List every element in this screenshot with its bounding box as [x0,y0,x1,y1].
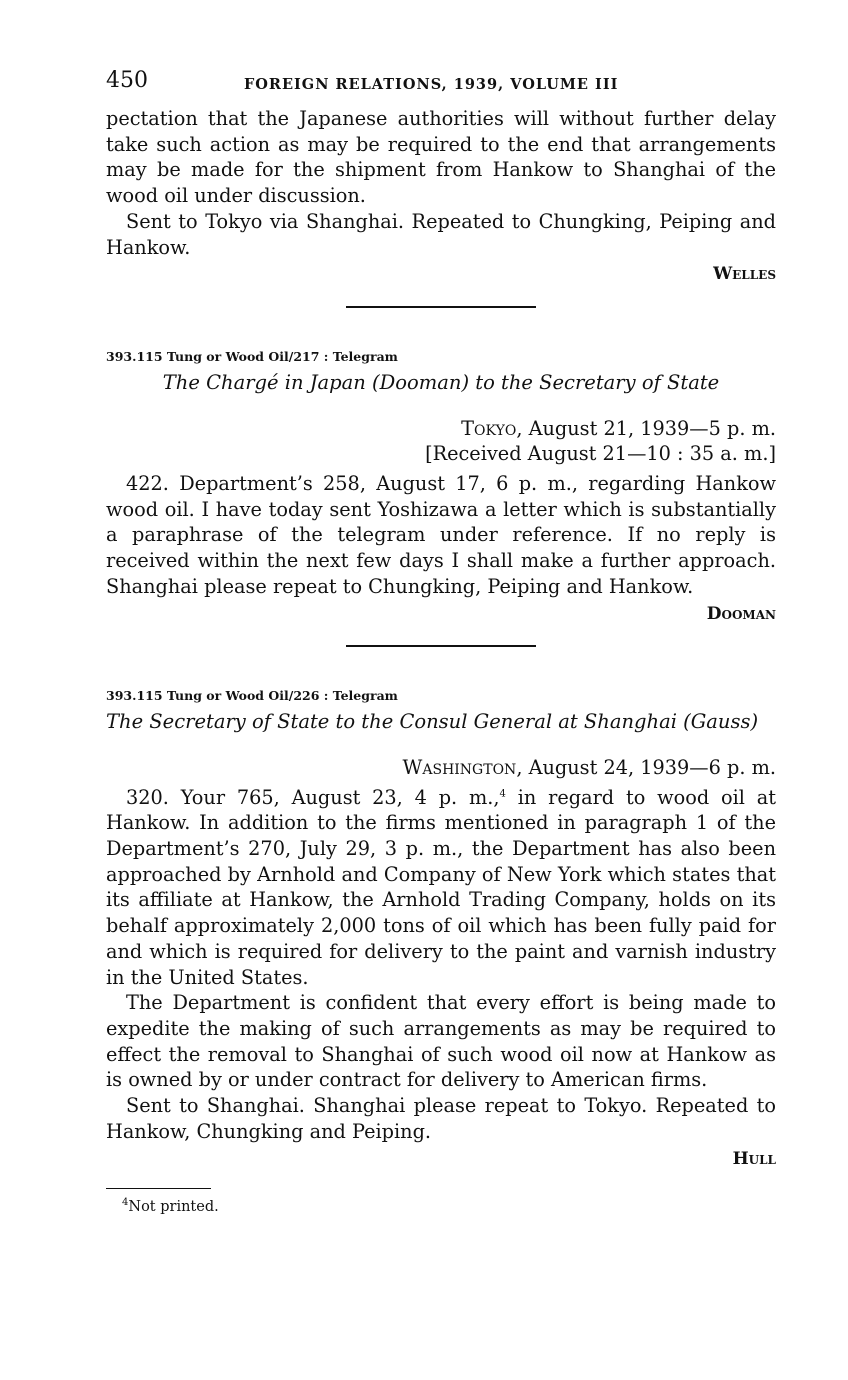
footnote [122,1195,776,1221]
footnote-number: 4 [122,1197,129,1209]
body-text: in regard to wood oil at Hankow. In addition to the firms mentioned in paragraph 1 of the Department’s 270, July 29, 3 p. m., the Department has also been approached by Arnhold and Company of New York which states that its affiliate at Hankow, the Arnhold Trading Company, holds on its behalf approximately 2,000 tons of oil which has been fully paid for and which is required for delivery to the paint and varnish industry in the United States. [106,785,776,989]
document-page [106,62,776,1221]
document-title: The Chargé in Japan (Dooman) to the Secretary of State [162,370,720,394]
footnote-divider [106,1188,211,1189]
body-text: 320. Your 765, August 23, 4 p. m., [126,785,500,809]
signature-hull: Hull [732,1148,776,1169]
footnote-text: Not printed. [128,1199,219,1216]
document-title: The Secretary of State to the Consul General at Shanghai (Gauss) [106,710,759,734]
telegram-body [106,785,776,991]
file-reference: 393.115 Tung or Wood Oil/226 : Telegram [106,688,398,704]
section-divider [346,645,536,647]
dateline [106,755,776,781]
footnote-marker: 4 [499,788,506,800]
dateline-place: Washington [402,755,517,779]
routing-paragraph: Sent to Shanghai. Shanghai please repeat to Tokyo. Repeated to Hankow, Chungking and Peiping. [106,1094,776,1143]
section-divider [346,306,536,308]
routing-paragraph: Sent to Tokyo via Shanghai. Repeated to Chungking, Peiping and Hankow. [106,209,776,259]
received-line: [Received August 21—10 : 35 a. m.] [425,442,776,466]
signature-dooman: Dooman [706,603,776,624]
continuation-paragraph: pectation that the Japanese authorities will without further delay take such action as may be required to the end that arrangements may be made for the shipment from Hankow to Shanghai of the wood oil under discussion. [106,107,776,208]
running-title: FOREIGN RELATIONS, 1939, VOLUME III [244,76,619,93]
dateline-date: , August 21, 1939—5 p. m. [516,416,776,440]
dateline-date: , August 24, 1939—6 p. m. [516,755,776,779]
file-reference: 393.115 Tung or Wood Oil/217 : Telegram [106,348,398,364]
page-header [106,62,776,96]
telegram-paragraph: The Department is confident that every effort is being made to expedite the making of such arrangements as may be required to effect the removal to Shanghai of such wood oil now at Hankow as is owned by or under contract for delivery to American firms. [106,991,776,1092]
page-number: 450 [106,68,148,93]
dateline [106,416,776,442]
telegram-body: 422. Department’s 258, August 17, 6 p. m., regarding Hankow wood oil. I have today sent Yoshizawa a letter which is substantially a paraphrase of the telegram under reference. If no reply is received within the next few days I shall make a further approach. Shanghai please repeat to Chungking, Peiping and Hankow. [106,472,776,598]
dateline-place: Tokyo [461,416,517,440]
signature-welles: Welles [713,264,776,285]
